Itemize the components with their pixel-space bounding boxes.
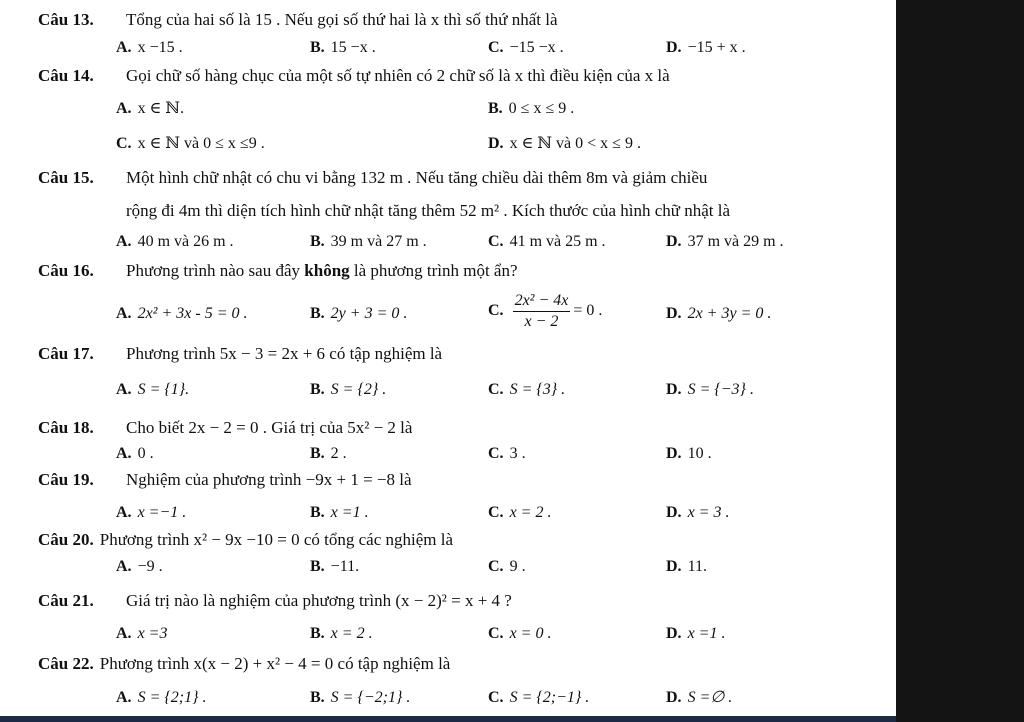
option-d: D. S = {−3} . <box>666 381 754 398</box>
question-label: Câu 19. <box>38 470 94 489</box>
question-stem: Nghiệm của phương trình −9x + 1 = −8 là <box>126 470 412 489</box>
option-b: B. S = {2} . <box>310 381 387 398</box>
option-b: B. x =1 . <box>310 504 369 521</box>
option-c: C. S = {2;−1} . <box>488 689 590 706</box>
question-21 <box>38 590 888 612</box>
option-d: D. S =∅ . <box>666 689 733 706</box>
bottom-edge-bar <box>0 716 896 722</box>
option-b: B. S = {−2;1} . <box>310 689 411 706</box>
question-stem: Phương trình nào sau đây <box>126 261 301 280</box>
question-stem: Cho biết 2x − 2 = 0 . Giá trị của 5x² − 2 là <box>126 418 413 437</box>
option-d: D. 37 m và 29 m . <box>666 233 784 250</box>
option-b: B. 15 −x . <box>310 39 376 56</box>
question-20 <box>38 529 888 551</box>
option-b: B. 0 ≤ x ≤ 9 . <box>488 100 575 117</box>
question-label: Câu 15. <box>38 168 94 187</box>
option-c: C. x = 2 . <box>488 504 552 521</box>
option-c: C. $\frac{\text{2x² − 4x}}{x - 2}$ = 0 . <box>488 291 603 330</box>
question-16: Câu 16. Phương trình nào sau đây không là phương trình một ẩn? <box>38 261 518 280</box>
question-19 <box>38 469 888 491</box>
question-stem: Gọi chữ số hàng chục của một số tự nhiên có 2 chữ số là x thì điều kiện của x là <box>126 66 670 85</box>
option-d: D. 10 . <box>666 445 712 462</box>
question-17 <box>38 343 888 365</box>
question-label: Câu 22. <box>38 654 94 673</box>
question-13 <box>38 9 888 31</box>
option-c: C. x ∈ ℕ và 0 ≤ x ≤9 . <box>116 135 265 152</box>
option-b: B. 39 m và 27 m . <box>310 233 427 250</box>
question-stem: Phương trình x(x − 2) + x² − 4 = 0 có tập nghiệm là <box>99 654 451 673</box>
emphasis-not: không <box>304 261 350 280</box>
option-a: A. −9 . <box>116 558 163 575</box>
option-d: D. x = 3 . <box>666 504 730 521</box>
question-label: Câu 13. <box>38 10 94 29</box>
option-b: B. x = 2 . <box>310 625 373 642</box>
question-stem-continued: rộng đi 4m thì diện tích hình chữ nhật tăng thêm 52 m² . Kích thước của hình chữ nhật là <box>126 201 731 220</box>
question-stem: Phương trình 5x − 3 = 2x + 6 có tập nghiệm là <box>126 344 443 363</box>
option-a: A. x =3 <box>116 625 168 642</box>
dark-side-panel <box>896 0 1024 722</box>
option-a: A. S = {2;1} . <box>116 689 207 706</box>
option-a: A. x −15 . <box>116 39 183 56</box>
question-stem: Tổng của hai số là 15 . Nếu gọi số thứ hai là x thì số thứ nhất là <box>126 10 558 29</box>
question-label: Câu 21. <box>38 591 94 610</box>
question-label: Câu 16. <box>38 261 94 280</box>
question-14 <box>38 65 888 87</box>
question-stem: Một hình chữ nhật có chu vi bằng 132 m . Nếu tăng chiều dài thêm 8m và giảm chiều <box>126 168 708 187</box>
option-c: C. 3 . <box>488 445 526 462</box>
option-a: A. 2x² + 3x - 5 = 0 . <box>116 305 248 322</box>
option-d: D. 2x + 3y = 0 . <box>666 305 772 322</box>
question-18 <box>38 417 888 439</box>
option-a: A. x =−1 . <box>116 504 187 521</box>
option-c: C. −15 −x . <box>488 39 564 56</box>
option-c: C. 41 m và 25 m . <box>488 233 606 250</box>
option-a: A. x ∈ ℕ. <box>116 100 185 117</box>
question-stem: Phương trình x² − 9x −10 = 0 có tổng các nghiệm là <box>99 530 454 549</box>
question-label: Câu 14. <box>38 66 94 85</box>
fraction: $\frac{\text{2x² − 4x}}{x - 2}$ <box>514 291 569 330</box>
option-b: B. 2y + 3 = 0 . <box>310 305 408 322</box>
question-label: Câu 17. <box>38 344 94 363</box>
option-c: C. S = {3} . <box>488 381 566 398</box>
question-stem: Giá trị nào là nghiệm của phương trình (x − 2)² = x + 4 ? <box>126 591 512 610</box>
option-d: D. x ∈ ℕ và 0 < x ≤ 9 . <box>488 135 641 152</box>
option-b: B. −11. <box>310 558 360 575</box>
option-d: D. x =1 . <box>666 625 726 642</box>
option-a: A. 0 . <box>116 445 154 462</box>
option-d: D. −15 + x . <box>666 39 746 56</box>
option-b: B. 2 . <box>310 445 347 462</box>
option-a: A. 40 m và 26 m . <box>116 233 234 250</box>
option-c: C. x = 0 . <box>488 625 552 642</box>
option-a: A. S = {1}. <box>116 381 190 398</box>
option-c: C. 9 . <box>488 558 526 575</box>
question-22 <box>38 653 888 675</box>
question-label: Câu 20. <box>38 530 94 549</box>
question-15 <box>38 167 888 189</box>
question-label: Câu 18. <box>38 418 94 437</box>
option-d: D. 11. <box>666 558 707 575</box>
